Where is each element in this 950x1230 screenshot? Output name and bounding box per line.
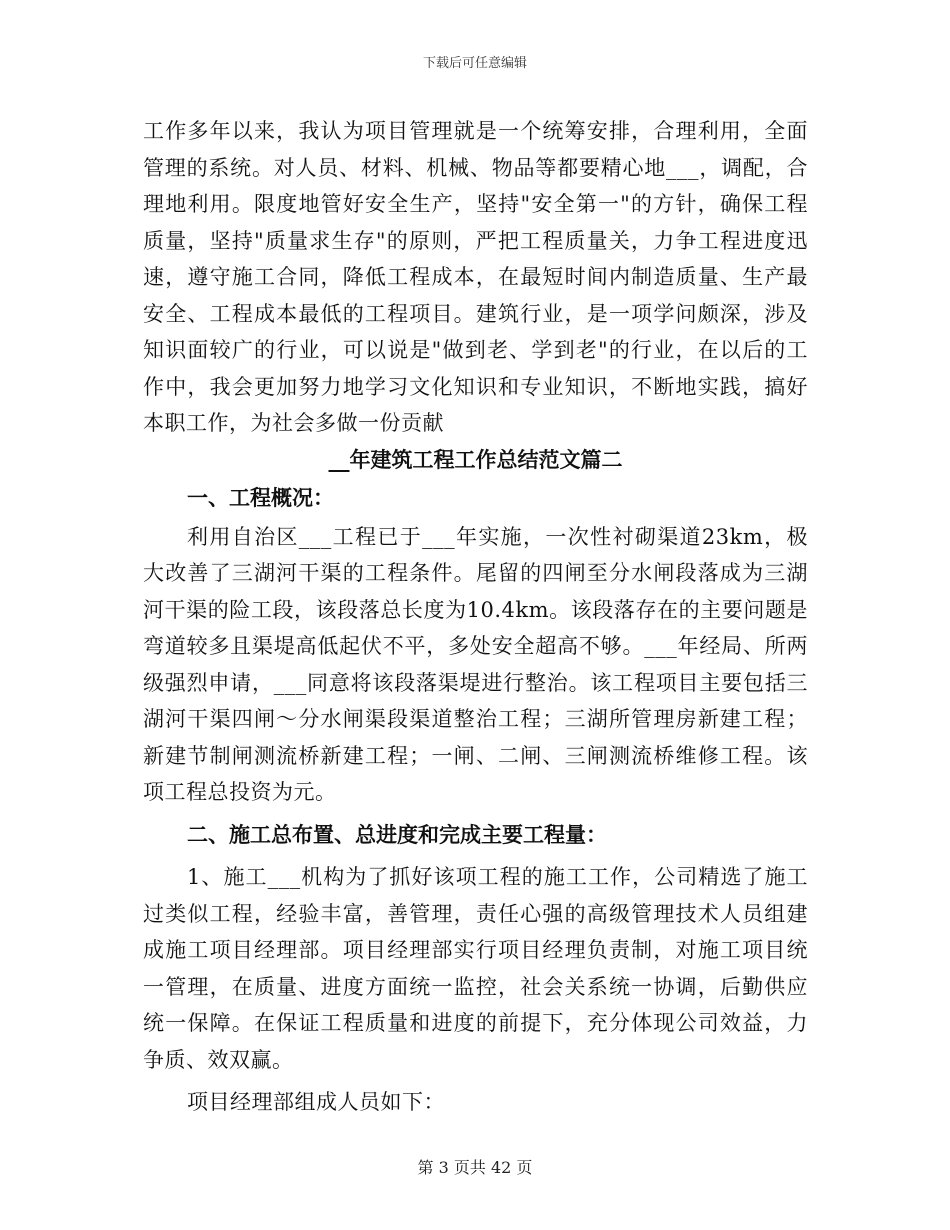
intro-paragraph: 工作多年以来，我认为项目管理就是一个统筹安排，合理利用，全面管理的系统。对人员、材料、机械、物品等都要精心地___，调配，合理地利用。限度地管好安全生产，坚持"安全第一"的方针，确保工程质量，坚持"质量求生存"的原则，严把工程质量关，力争工程进度迅速，遵守施工合同，降低工程成本，在最短时间内制造质量、生产最安全、工程成本最低的工程项目。建筑行业，是一项学问颇深，涉及知识面较广的行业，可以说是"做到老、学到老"的行业，在以后的工作中，我会更加努力地学习文化知识和专业知识，不断地实践，搞好本职工作，为社会多做一份贡献 <box>143 119 808 435</box>
header-note: 下载后可任意编辑 <box>422 56 527 71</box>
paragraph-team-members: 项目经理部组成人员如下： <box>187 1090 445 1114</box>
paragraph-project-overview: 利用自治区___工程已于___年实施，一次性衬砌渠道23km，极大改善了三湖河干渠的工程条件。尾留的四闸至分水闸段落成为三湖河干渠的险工段，该段落总长度为10.4km。该段落存在的主要问题是弯道较多且渠堤高低起伏不平，多处安全超高不够。___年经局、所两级强烈申请，___同意将该段落渠堤进行整治。该工程项目主要包括三湖河干渠四闸～分水闸渠段渠道整治工程；三湖所管理房新建工程；新建节制闸测流桥新建工程；一闸、二闸、三闸测流桥维修工程。该项工程总投资为元。 <box>143 524 808 804</box>
heading-project-overview: 一、工程概况： <box>187 485 334 510</box>
section-title: __年建筑工程工作总结范文篇二 <box>328 446 623 472</box>
page-footer: 第 3 页共 42 页 <box>417 1158 533 1177</box>
heading-construction-layout: 二、施工总布置、总进度和完成主要工程量： <box>187 821 607 847</box>
paragraph-construction-organization: 1、施工___机构为了抓好该项工程的施工工作，公司精选了施工过类似工程，经验丰富，善管理，责任心强的高级管理技术人员组建成施工项目经理部。项目经理部实行项目经理负责制，对施工项目统一管理，在质量、进度方面统一监控，社会关系统一协调，后勤供应统一保障。在保证工程质量和进度的前提下，充分体现公司效益，力争质、效双赢。 <box>143 865 808 1072</box>
document-body <box>143 113 808 1121</box>
